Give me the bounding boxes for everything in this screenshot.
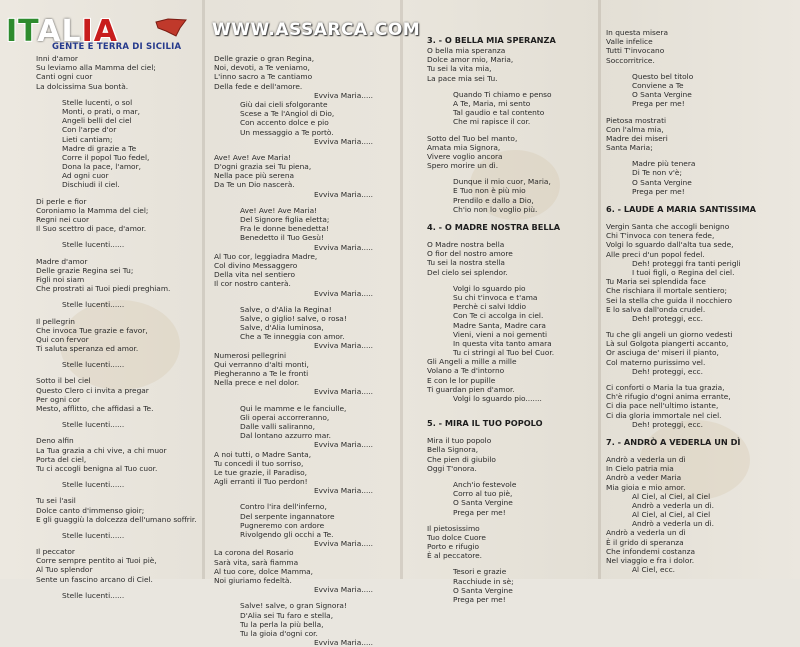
verse-line: La corona del Rosario xyxy=(214,548,294,558)
verse-line: O Madre nostra bella xyxy=(427,240,505,249)
verse-line: Valle infelice xyxy=(606,37,653,47)
verse-line: Lieti cantiam; xyxy=(62,134,113,144)
refrain-marker: Evviva Maria..... xyxy=(314,136,373,146)
verse-line: Con accento dolce e pio xyxy=(240,118,329,128)
refrain-marker: Evviva Maria..... xyxy=(314,539,373,549)
hymn-title: 6. - LAUDE A MARIA SANTISSIMA xyxy=(606,204,756,214)
verse-line: Tuo dolce Cuore xyxy=(427,532,486,542)
verse-line: Del serpente ingannatore xyxy=(240,511,335,521)
verse-line: Inni d'amor xyxy=(36,54,78,63)
verse-line: Stelle lucenti...... xyxy=(62,530,125,540)
verse-line: Dalle valli saliranno, xyxy=(240,421,315,431)
verse-line: Su leviamo alla Mamma del ciel; xyxy=(36,63,156,73)
verse-line: Al Tuo splendor xyxy=(36,565,93,575)
verse-line: Tesori e grazie xyxy=(453,567,507,577)
line-spacer xyxy=(606,109,756,116)
verse-line: Deno alfin xyxy=(36,436,74,446)
verse-line: Oggi T'onora. xyxy=(427,463,477,473)
line-spacer xyxy=(36,473,197,480)
line-spacer xyxy=(36,584,197,591)
line-spacer xyxy=(606,65,756,72)
verse-line: Tu sei la nostra stella xyxy=(427,258,505,268)
verse-line: Andrò a vederla un dì xyxy=(606,528,686,538)
verse-line: Prega per me! xyxy=(453,507,506,517)
verse-line: Tu la gioia d'ogni cor. xyxy=(240,628,318,638)
verse-line: La Tua grazia a chi vive, a chi muor xyxy=(36,445,167,455)
verse-line: Noi, devoti, a Te veniamo, xyxy=(214,63,310,73)
verse-line: Stelle lucenti...... xyxy=(62,300,125,310)
verse-line: Madre di grazie a Te xyxy=(62,143,137,153)
verse-line: Al tuo core, dolce Mamma, xyxy=(214,566,314,576)
verse-line: Per ogni cor xyxy=(36,394,81,404)
verse-line: Santa Maria; xyxy=(606,143,653,153)
verse-line: Contro l'ira dell'inferno, xyxy=(240,502,327,512)
verse-line: Mia gioia e mio amor. xyxy=(606,482,686,492)
verse-line: Sei la stella che guida il nocchiero xyxy=(606,295,732,305)
verse-line: Madre più tenera xyxy=(632,159,696,169)
verse-line: Rivolgendo gli occhi a Te. xyxy=(240,530,334,539)
verse-line: Che infondemi costanza xyxy=(606,546,696,556)
verse-line: Or asciuga de' miseri il pianto, xyxy=(606,348,719,358)
verse-line: Dolce canto d'immenso gioir; xyxy=(36,505,145,515)
verse-line: Corre sempre pentito ai Tuoi piè, xyxy=(36,556,157,566)
verse-line: Delle grazie Regina sei Tu; xyxy=(36,265,134,275)
verse-line: E con le lor pupille xyxy=(427,375,496,385)
verse-line: Tu Maria sei splendida face xyxy=(606,277,706,287)
verse-line: I tuoi figli, o Regina del ciel. xyxy=(632,267,735,277)
verse-line: Quando Ti chiamo e penso xyxy=(453,89,552,99)
verse-line: Vivere voglio ancora xyxy=(427,151,503,161)
line-spacer xyxy=(36,540,197,547)
line-spacer xyxy=(214,298,373,305)
hymn-title: 4. - O MADRE NOSTRA BELLA xyxy=(427,222,561,232)
verse-line: Il pellegrin xyxy=(36,316,75,326)
verse-line: Tu che gli angeli un giorno vedesti xyxy=(606,330,733,340)
verse-line: Conviene a Te xyxy=(632,80,684,90)
verse-line: Stelle lucenti...... xyxy=(62,590,125,600)
verse-line: Amata mia Signora, xyxy=(427,142,501,152)
verse-line: Pietosa mostrati xyxy=(606,115,667,125)
line-spacer xyxy=(606,323,756,330)
verse-line: L'inno sacro a Te cantiamo xyxy=(214,72,313,82)
verse-line: Numerosi pellegrini xyxy=(214,350,287,360)
verse-line: Agli erranti il Tuo perdon! xyxy=(214,477,308,487)
verse-line: Bella Signora, xyxy=(427,445,479,455)
verse-line: Le tue grazie, il Paradiso, xyxy=(214,467,307,477)
verse-line: Il cor nostro canterà. xyxy=(214,279,291,289)
verse-line: In questa misera xyxy=(606,28,668,37)
line-spacer xyxy=(36,353,197,360)
verse-line: Racchiude in sè; xyxy=(453,576,514,586)
italia-logo[interactable] xyxy=(6,16,206,56)
column-3 xyxy=(427,34,560,604)
refrain-marker: Evviva Maria..... xyxy=(314,90,373,100)
verse-line: Della vita nel sentiero xyxy=(214,270,296,280)
verse-line: Tutti T'invocano xyxy=(606,46,665,56)
line-spacer xyxy=(606,448,756,455)
verse-line: Che rischiara il mortale sentiero; xyxy=(606,286,727,296)
refrain-marker: Evviva Maria..... xyxy=(314,638,373,647)
verse-line: Volgi lo sguardo pio xyxy=(453,283,526,293)
column-2 xyxy=(214,54,373,647)
verse-line: Ch'è rifugio d'ogni anima errante, xyxy=(606,392,731,402)
verse-line: Salve! salve, o gran Signora! xyxy=(240,601,347,611)
line-spacer xyxy=(606,152,756,159)
verse-line: Stelle lucenti...... xyxy=(62,240,125,250)
fold-line xyxy=(400,0,403,579)
line-spacer xyxy=(36,524,197,531)
verse-line: Corre il popol Tuo fedel, xyxy=(62,152,150,162)
site-url-watermark[interactable]: WWW.ASSARCA.COM xyxy=(212,20,421,40)
verse-line: Monti, o prati, o mar, xyxy=(62,106,140,116)
verse-line: Dunque il mio cuor, Maria, xyxy=(453,177,551,187)
verse-line: Madre dei miseri xyxy=(606,133,668,143)
verse-line: Stelle lucenti, o sol xyxy=(62,97,133,107)
verse-line: Del cielo sei splendor. xyxy=(427,267,508,277)
verse-line: Gli operai accorreranno, xyxy=(240,412,330,422)
verse-line: Che invoca Tue grazie e favor, xyxy=(36,325,148,335)
verse-line: La dolcissima Sua bontà. xyxy=(36,81,129,91)
verse-line: Regni nei cuor xyxy=(36,215,90,224)
verse-line: Dolce amor mio, Maria, xyxy=(427,55,514,65)
verse-line: Nella pace più serena xyxy=(214,171,295,181)
line-spacer xyxy=(36,91,197,98)
line-spacer xyxy=(214,146,373,153)
verse-line: Di perle e fior xyxy=(36,196,87,206)
verse-line: Ave! Ave! Ave Maria! xyxy=(240,205,318,215)
verse-line: Che a Te inneggia con amor. xyxy=(240,332,345,342)
line-spacer xyxy=(36,489,197,496)
line-spacer xyxy=(427,83,560,90)
verse-line: Dal lontano azzurro mar. xyxy=(240,431,331,441)
verse-line: O Santa Vergine xyxy=(632,90,692,100)
verse-line: Coroniamo la Mamma del ciel; xyxy=(36,205,149,215)
verse-line: O fior del nostro amore xyxy=(427,249,513,259)
verse-line: Col divino Messaggero xyxy=(214,260,298,270)
verse-line: A noi tutti, o Madre Santa, xyxy=(214,449,312,459)
verse-line: Delle grazie o gran Regina, xyxy=(214,54,315,63)
verse-line: Questo bel titolo xyxy=(632,71,694,81)
verse-line: E lo salva dall'onda crudel. xyxy=(606,304,706,314)
verse-line: Scese a Te l'Angiol di Dio, xyxy=(240,109,335,119)
line-spacer xyxy=(36,190,197,197)
verse-line: Ci dia gloria immortale nel ciel. xyxy=(606,410,722,420)
verse-line: Il Suo scettro di pace, d'amor. xyxy=(36,224,147,234)
verse-line: Tu la perla la più bella, xyxy=(240,619,324,629)
verse-line: Questo Clero ci invita a pregar xyxy=(36,385,149,395)
hymn-title: 7. - ANDRÒ A VEDERLA UN DÌ xyxy=(606,436,741,447)
hymn-title: 3. - O BELLA MIA SPERANZA xyxy=(427,35,556,45)
line-spacer xyxy=(606,429,756,436)
verse-line: Deh! proteggi fra tanti perigli xyxy=(632,258,741,268)
verse-line: E Tuo non è più mio xyxy=(453,186,526,196)
line-spacer xyxy=(36,293,197,300)
verse-line: Della fede e dell'amore. xyxy=(214,81,303,91)
verse-line: Col materno purissimo vel. xyxy=(606,357,706,367)
line-spacer xyxy=(427,560,560,567)
line-spacer xyxy=(214,495,373,502)
line-spacer xyxy=(427,214,560,221)
verse-line: È il grido di speranza xyxy=(606,537,684,547)
verse-line: Giù dai cieli sfolgorante xyxy=(240,99,328,109)
verse-line: Dischiudi il ciel. xyxy=(62,180,120,190)
verse-line: Volgi lo sguardo dall'alta tua sede, xyxy=(606,240,734,250)
verse-line: O Santa Vergine xyxy=(453,585,513,595)
verse-line: Nella prece e nel dolor. xyxy=(214,378,300,388)
verse-line: Tu concedi il tuo sorriso, xyxy=(214,458,304,468)
line-spacer xyxy=(214,594,373,601)
refrain-marker: Evviva Maria..... xyxy=(314,242,373,252)
fold-line xyxy=(202,0,205,579)
verse-line: Tu ci accogli benigna al Tuo cuor. xyxy=(36,463,158,473)
verse-line: Qui le mamme e le fanciulle, xyxy=(240,403,347,413)
verse-line: Andrò a vederla un dì xyxy=(606,454,686,464)
verse-line: Stelle lucenti...... xyxy=(62,480,125,490)
verse-line: Ti saluta speranza ed amor. xyxy=(36,344,139,354)
line-spacer xyxy=(427,127,560,134)
verse-line: Benedetto il Tuo Gesù! xyxy=(240,233,324,243)
line-spacer xyxy=(427,277,560,284)
verse-line: Deh! proteggi, ecc. xyxy=(632,313,703,323)
verse-line: O Santa Vergine xyxy=(632,177,692,187)
verse-line: Il peccator xyxy=(36,547,75,557)
verse-line: Prega per me! xyxy=(453,595,506,604)
fold-line xyxy=(598,0,601,579)
verse-line: Mira il tuo popolo xyxy=(427,436,492,446)
verse-line: Qui con fervor xyxy=(36,334,89,344)
verse-line: Un messaggio a Te portò. xyxy=(240,127,334,137)
line-spacer xyxy=(36,413,197,420)
refrain-marker: Evviva Maria..... xyxy=(314,341,373,351)
verse-line: In Cielo patria mia xyxy=(606,464,674,474)
verse-line: Corro al tuo piè, xyxy=(453,489,513,499)
line-spacer xyxy=(427,170,560,177)
verse-line: Anch'io festevole xyxy=(453,479,517,489)
verse-line: Ch'io non lo voglio più. xyxy=(453,204,538,214)
verse-line: Deh! proteggi, ecc. xyxy=(632,366,703,376)
verse-line: Il pietosissimo xyxy=(427,523,480,533)
verse-line: D'Alia sei Tu faro e stella, xyxy=(240,610,334,620)
verse-line: Prega per me! xyxy=(632,99,685,109)
verse-line: Sotto il bel ciel xyxy=(36,376,91,386)
verse-line: Mesto, afflitto, che affidasi a Te. xyxy=(36,404,154,413)
verse-line: O bella mia speranza xyxy=(427,46,506,55)
logo-wordmark: ITALIA xyxy=(6,14,119,49)
verse-line: Qui verranno d'alti monti, xyxy=(214,359,309,369)
verse-line: È al peccatore. xyxy=(427,551,483,561)
refrain-marker: Evviva Maria..... xyxy=(314,189,373,199)
verse-line: Andrò a vederla un dì. xyxy=(632,519,714,529)
verse-line: Con l'alma mia, xyxy=(606,124,664,134)
line-spacer xyxy=(427,233,560,240)
verse-line: Madre Santa, Madre cara xyxy=(453,320,546,330)
verse-line: Tu sei l'asil xyxy=(36,496,76,506)
verse-line: Al Ciel, al Ciel, al Ciel xyxy=(632,510,711,520)
verse-line: Fra le donne benedetta! xyxy=(240,224,330,234)
verse-line: Su chi t'invoca e t'ama xyxy=(453,292,538,302)
verse-line: Ti guardan pien d'amor. xyxy=(427,384,515,394)
verse-line: Madre d'amor xyxy=(36,256,88,266)
verse-line: Con Te ci accolga in ciel. xyxy=(453,311,544,321)
verse-line: Deh! proteggi, ecc. xyxy=(632,419,703,429)
verse-line: Spero morire un dì. xyxy=(427,161,499,171)
verse-line: O Santa Vergine xyxy=(453,498,513,508)
line-spacer xyxy=(606,215,756,222)
line-spacer xyxy=(36,369,197,376)
logo-subtitle: GENTE E TERRA DI SICILIA xyxy=(52,42,182,52)
verse-line: Perchè ci salvi Iddio xyxy=(453,302,527,312)
verse-line: Del Signore figlia eletta; xyxy=(240,215,330,224)
verse-line: Volgi lo sguardo pio....... xyxy=(453,394,542,403)
verse-line: Pugneremo con ardore xyxy=(240,520,325,530)
column-4 xyxy=(606,28,756,574)
line-spacer xyxy=(427,517,560,524)
refrain-marker: Evviva Maria..... xyxy=(314,585,373,595)
verse-line: Vergin Santa che accogli benigno xyxy=(606,222,730,231)
verse-line: Ad ogni cuor xyxy=(62,171,109,181)
verse-line: Che pien di giubilo xyxy=(427,454,496,464)
verse-line: Angeli belli del ciel xyxy=(62,116,132,126)
line-spacer xyxy=(36,250,197,257)
line-spacer xyxy=(427,403,560,410)
line-spacer xyxy=(606,376,756,383)
verse-line: Gli Angeli a mille a mille xyxy=(427,357,517,367)
verse-line: Prega per me! xyxy=(632,186,685,196)
verse-line: Sarà vita, sarà fiamma xyxy=(214,557,299,567)
verse-line: Tu sei la vita mia, xyxy=(427,64,492,74)
verse-line: Prendilo e dallo a Dio, xyxy=(453,195,534,205)
refrain-marker: Evviva Maria..... xyxy=(314,486,373,496)
line-spacer xyxy=(214,397,373,404)
line-spacer xyxy=(214,199,373,206)
verse-line: Al Ciel, ecc. xyxy=(632,565,675,575)
verse-line: Volano a Te d'intorno xyxy=(427,366,505,376)
verse-line: La pace mia sei Tu. xyxy=(427,73,498,83)
verse-line: Ave! Ave! Ave Maria! xyxy=(214,152,292,162)
verse-line: Là sul Golgota piangerti accanto, xyxy=(606,339,729,349)
verse-line: Alle preci d'un popol fedel. xyxy=(606,249,705,259)
hymn-title: 5. - MIRA IL TUO POPOLO xyxy=(427,418,543,429)
verse-line: Al Ciel, al Ciel, al Ciel xyxy=(632,491,711,501)
verse-line: Sente un fascino arcano di Ciel. xyxy=(36,574,153,584)
line-spacer xyxy=(36,429,197,436)
verse-line: Soccorritrice. xyxy=(606,55,655,65)
refrain-marker: Evviva Maria..... xyxy=(314,288,373,298)
verse-line: Porta del ciel, xyxy=(36,454,87,464)
verse-line: In questa vita tanto amara xyxy=(453,338,552,348)
verse-line: A Te, Maria, mi sento xyxy=(453,98,531,108)
verse-line: E gli guaggiù la dolcezza dell'umano soffrir. xyxy=(36,514,197,524)
refrain-marker: Evviva Maria..... xyxy=(314,387,373,397)
verse-line: Sotto del Tuo bel manto, xyxy=(427,133,518,143)
verse-line: Chi T'invoca con tenera fede, xyxy=(606,231,715,241)
line-spacer xyxy=(427,410,560,417)
verse-line: Ci conforti o Maria la tua grazia, xyxy=(606,383,725,392)
verse-line: Nel viaggio e fra i dolor. xyxy=(606,556,695,565)
verse-line: Andrò a veder Maria xyxy=(606,473,682,483)
sicily-map-icon xyxy=(154,16,188,38)
verse-line: Stelle lucenti...... xyxy=(62,420,125,430)
verse-line: Ci dia pace nell'ultimo istante, xyxy=(606,401,719,411)
line-spacer xyxy=(427,429,560,436)
verse-line: Porto e rifugio xyxy=(427,542,480,552)
verse-line: Canti ogni cuor xyxy=(36,72,93,82)
line-spacer xyxy=(606,196,756,203)
refrain-marker: Evviva Maria..... xyxy=(314,440,373,450)
column-1 xyxy=(36,54,197,600)
verse-line: Di Te non v'è; xyxy=(632,168,682,178)
verse-line: Con l'arpe d'or xyxy=(62,125,117,135)
verse-line: Andrò a vederla un dì. xyxy=(632,500,714,510)
line-spacer xyxy=(36,233,197,240)
verse-line: Noi giuriamo fedeltà. xyxy=(214,575,292,585)
verse-line: Salve, o giglio! salve, o rosa! xyxy=(240,313,347,323)
verse-line: Che prostrati ai Tuoi piedi preghiam. xyxy=(36,284,171,294)
verse-line: Che mi rapisce il cor. xyxy=(453,117,531,127)
verse-line: Piegheranno a Te le fronti xyxy=(214,369,309,378)
line-spacer xyxy=(427,473,560,480)
verse-line: D'ogni grazia sei Tu piena, xyxy=(214,162,312,172)
verse-line: Tu ci stringi al Tuo bel Cuor. xyxy=(453,348,555,358)
line-spacer xyxy=(36,310,197,317)
verse-line: Vieni, vieni a noi gementi xyxy=(453,329,548,339)
verse-line: Figli noi siam xyxy=(36,274,85,284)
verse-line: Stelle lucenti...... xyxy=(62,360,125,370)
verse-line: Tal gaudio e tal contento xyxy=(453,108,545,118)
verse-line: Da Te un Dio nascerà. xyxy=(214,180,295,190)
verse-line: Al Tuo cor, leggiadra Madre, xyxy=(214,251,318,261)
verse-line: Dona la pace, l'amor, xyxy=(62,162,141,172)
verse-line: Salve, o d'Alia la Regina! xyxy=(240,304,332,314)
verse-line: Salve, d'Alia luminosa, xyxy=(240,323,324,333)
